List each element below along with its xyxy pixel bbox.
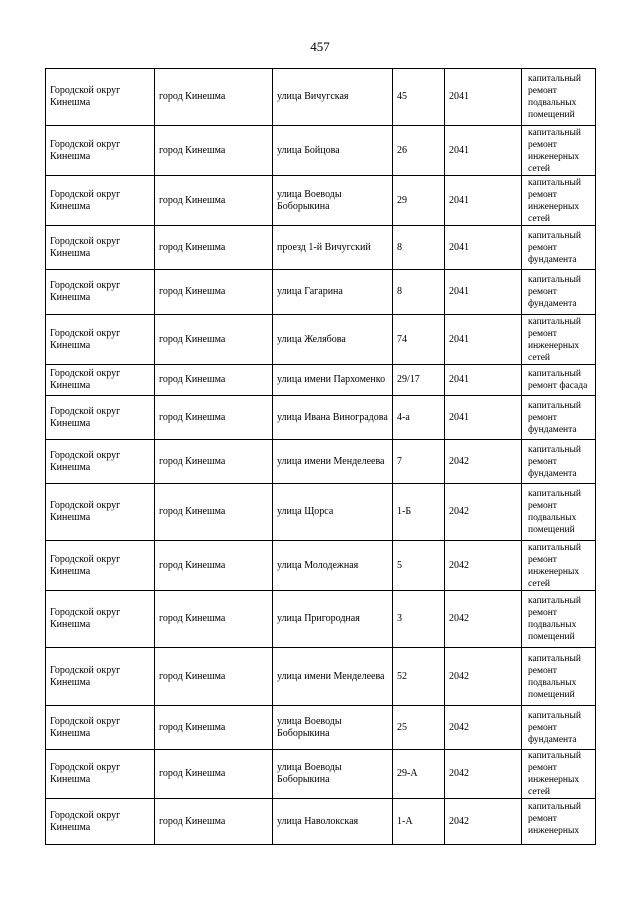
table-row bbox=[46, 315, 596, 365]
cell-year: 2041 bbox=[445, 126, 522, 176]
cell-settlement: город Кинешма bbox=[155, 799, 273, 845]
cell-settlement: город Кинешма bbox=[155, 750, 273, 799]
cell-street: улица Гагарина bbox=[273, 270, 393, 315]
cell-work: капитальный ремонт подвальных помещений bbox=[522, 648, 596, 706]
cell-district: Городской округ Кинешма bbox=[46, 365, 155, 396]
table-row bbox=[46, 440, 596, 484]
cell-house: 8 bbox=[393, 226, 445, 270]
cell-house: 7 bbox=[393, 440, 445, 484]
cell-work: капитальный ремонт подвальных помещений bbox=[522, 484, 596, 541]
cell-settlement: город Кинешма bbox=[155, 176, 273, 226]
cell-house: 45 bbox=[393, 69, 445, 126]
cell-district: Городской округ Кинешма bbox=[46, 270, 155, 315]
cell-district: Городской округ Кинешма bbox=[46, 648, 155, 706]
cell-settlement: город Кинешма bbox=[155, 440, 273, 484]
cell-street: улица Бойцова bbox=[273, 126, 393, 176]
cell-year: 2041 bbox=[445, 176, 522, 226]
cell-year: 2042 bbox=[445, 484, 522, 541]
cell-district: Городской округ Кинешма bbox=[46, 484, 155, 541]
cell-house: 3 bbox=[393, 591, 445, 648]
cell-settlement: город Кинешма bbox=[155, 541, 273, 591]
cell-street: улица имени Пархоменко bbox=[273, 365, 393, 396]
cell-work: капитальный ремонт инженерных сетей bbox=[522, 315, 596, 365]
table-row bbox=[46, 541, 596, 591]
cell-settlement: город Кинешма bbox=[155, 226, 273, 270]
cell-district: Городской округ Кинешма bbox=[46, 799, 155, 845]
cell-settlement: город Кинешма bbox=[155, 591, 273, 648]
cell-year: 2041 bbox=[445, 69, 522, 126]
cell-street: улица имени Менделеева bbox=[273, 648, 393, 706]
cell-house: 26 bbox=[393, 126, 445, 176]
cell-district: Городской округ Кинешма bbox=[46, 440, 155, 484]
cell-district: Городской округ Кинешма bbox=[46, 126, 155, 176]
cell-year: 2042 bbox=[445, 541, 522, 591]
cell-street: проезд 1-й Вичугский bbox=[273, 226, 393, 270]
cell-district: Городской округ Кинешма bbox=[46, 396, 155, 440]
cell-house: 29-А bbox=[393, 750, 445, 799]
cell-year: 2042 bbox=[445, 799, 522, 845]
cell-work: капитальный ремонт инженерных сетей bbox=[522, 176, 596, 226]
table-row bbox=[46, 591, 596, 648]
table-row bbox=[46, 126, 596, 176]
cell-year: 2041 bbox=[445, 396, 522, 440]
table-row bbox=[46, 396, 596, 440]
cell-house: 29/17 bbox=[393, 365, 445, 396]
cell-settlement: город Кинешма bbox=[155, 365, 273, 396]
cell-settlement: город Кинешма bbox=[155, 270, 273, 315]
cell-settlement: город Кинешма bbox=[155, 706, 273, 750]
cell-settlement: город Кинешма bbox=[155, 648, 273, 706]
cell-street: улица имени Менделеева bbox=[273, 440, 393, 484]
cell-year: 2042 bbox=[445, 706, 522, 750]
cell-year: 2042 bbox=[445, 440, 522, 484]
cell-street: улица Воеводы Боборыкина bbox=[273, 176, 393, 226]
cell-district: Городской округ Кинешма bbox=[46, 69, 155, 126]
cell-work: капитальный ремонт фундамента bbox=[522, 226, 596, 270]
cell-street: улица Щорса bbox=[273, 484, 393, 541]
cell-work: капитальный ремонт инженерных сетей bbox=[522, 750, 596, 799]
cell-district: Городской округ Кинешма bbox=[46, 591, 155, 648]
cell-year: 2041 bbox=[445, 270, 522, 315]
cell-district: Городской округ Кинешма bbox=[46, 706, 155, 750]
table-row bbox=[46, 484, 596, 541]
cell-street: улица Воеводы Боборыкина bbox=[273, 750, 393, 799]
cell-street: улица Ивана Виноградова bbox=[273, 396, 393, 440]
cell-house: 1-Б bbox=[393, 484, 445, 541]
repair-schedule-table bbox=[45, 68, 596, 845]
cell-house: 1-А bbox=[393, 799, 445, 845]
cell-house: 25 bbox=[393, 706, 445, 750]
table-row bbox=[46, 270, 596, 315]
cell-street: улица Воеводы Боборыкина bbox=[273, 706, 393, 750]
cell-district: Городской округ Кинешма bbox=[46, 315, 155, 365]
cell-work: капитальный ремонт фундамента bbox=[522, 396, 596, 440]
cell-work: капитальный ремонт фасада bbox=[522, 365, 596, 396]
cell-settlement: город Кинешма bbox=[155, 315, 273, 365]
cell-settlement: город Кинешма bbox=[155, 484, 273, 541]
cell-district: Городской округ Кинешма bbox=[46, 750, 155, 799]
cell-house: 5 bbox=[393, 541, 445, 591]
table-row bbox=[46, 799, 596, 845]
cell-year: 2041 bbox=[445, 226, 522, 270]
cell-street: улица Желябова bbox=[273, 315, 393, 365]
cell-year: 2041 bbox=[445, 365, 522, 396]
cell-district: Городской округ Кинешма bbox=[46, 176, 155, 226]
cell-street: улица Молодежная bbox=[273, 541, 393, 591]
table-row bbox=[46, 365, 596, 396]
cell-work: капитальный ремонт подвальных помещений bbox=[522, 69, 596, 126]
cell-settlement: город Кинешма bbox=[155, 396, 273, 440]
cell-district: Городской округ Кинешма bbox=[46, 226, 155, 270]
table-row bbox=[46, 176, 596, 226]
table-row bbox=[46, 706, 596, 750]
cell-house: 52 bbox=[393, 648, 445, 706]
cell-year: 2042 bbox=[445, 591, 522, 648]
table-row bbox=[46, 226, 596, 270]
cell-year: 2042 bbox=[445, 648, 522, 706]
table-row bbox=[46, 750, 596, 799]
cell-street: улица Пригородная bbox=[273, 591, 393, 648]
cell-work: капитальный ремонт инженерных bbox=[522, 799, 596, 845]
cell-settlement: город Кинешма bbox=[155, 69, 273, 126]
table-row bbox=[46, 648, 596, 706]
cell-work: капитальный ремонт инженерных сетей bbox=[522, 126, 596, 176]
cell-work: капитальный ремонт инженерных сетей bbox=[522, 541, 596, 591]
cell-house: 8 bbox=[393, 270, 445, 315]
cell-street: улица Наволокская bbox=[273, 799, 393, 845]
cell-settlement: город Кинешма bbox=[155, 126, 273, 176]
page-number: 457 bbox=[310, 39, 330, 54]
cell-house: 29 bbox=[393, 176, 445, 226]
cell-house: 74 bbox=[393, 315, 445, 365]
table-row bbox=[46, 69, 596, 126]
cell-work: капитальный ремонт фундамента bbox=[522, 706, 596, 750]
cell-work: капитальный ремонт подвальных помещений bbox=[522, 591, 596, 648]
cell-district: Городской округ Кинешма bbox=[46, 541, 155, 591]
cell-work: капитальный ремонт фундамента bbox=[522, 270, 596, 315]
cell-work: капитальный ремонт фундамента bbox=[522, 440, 596, 484]
cell-house: 4-а bbox=[393, 396, 445, 440]
cell-year: 2042 bbox=[445, 750, 522, 799]
cell-year: 2041 bbox=[445, 315, 522, 365]
cell-street: улица Вичугская bbox=[273, 69, 393, 126]
